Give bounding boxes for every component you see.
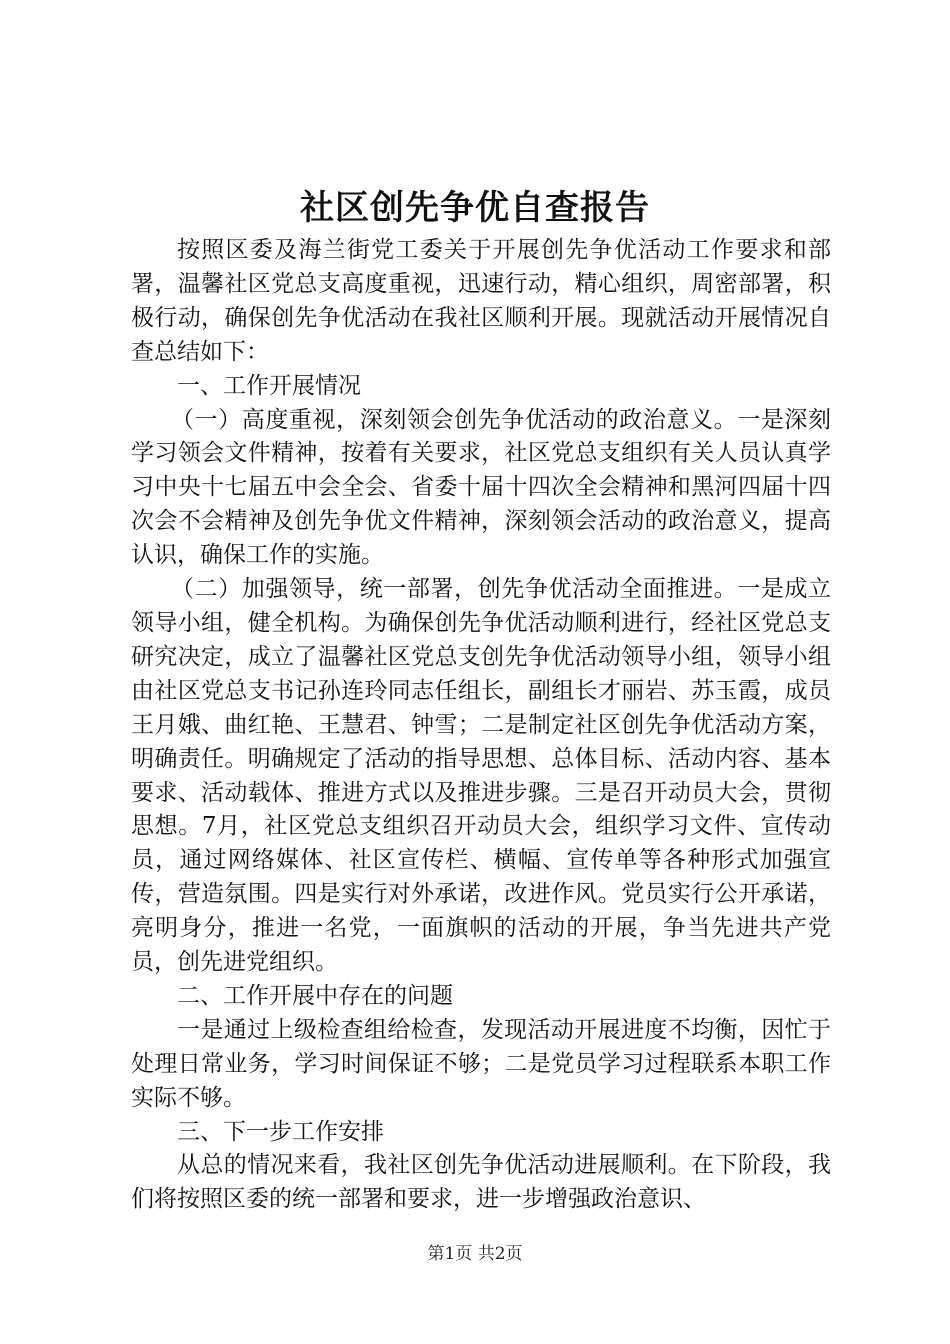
document-body xyxy=(131,234,831,1217)
intro-paragraph: 按照区委及海兰街党工委关于开展创先争优活动工作要求和部署，温馨社区党总支高度重视，迅速行动，精心组织，周密部署，积极行动，确保创先争优活动在我社区顺利开展。现就活动开展情况自查总结如下： xyxy=(131,237,831,365)
section-heading-3: 三、下一步工作安排 xyxy=(177,1118,384,1145)
page-number-footer: 第1页 共2页 xyxy=(427,1244,523,1264)
document-title: 社区创先争优自查报告 xyxy=(300,188,650,228)
section-heading-1: 一、工作开展情况 xyxy=(177,372,361,399)
next-steps-paragraph: 从总的情况来看，我社区创先争优活动进展顺利。在下阶段，我们将按照区委的统一部署和要求，进一步增强政治意识、 xyxy=(131,1152,831,1213)
subsection-paragraph-2: （二）加强领导，统一部署，创先争优活动全面推进。一是成立领导小组，健全机构。为确保创先争优活动顺利进行，经社区党总支研究决定，成立了温馨社区党总支创先争优活动领导小组，领导小组由社区党总支书记孙连玲同志任组长，副组长才丽岩、苏玉霞，成员王月娥、曲红艳、王慧君、钟雪；二是制定社区创先争优活动方案，明确责任。明确规定了活动的指导思想、总体目标、活动内容、基本要求、活动载体、推进方式以及推进步骤。三是召开动员大会，贯彻思想。7月，社区党总支组织召开动员大会，组织学习文件、宣传动员，通过网络媒体、社区宣传栏、横幅、宣传单等各种形式加强宣传，营造氛围。四是实行对外承诺，改进作风。党员实行公开承诺，亮明身分，推进一名党，一面旗帜的活动的开展，争当先进共产党员，创先进党组织。 xyxy=(131,576,831,976)
subsection-paragraph-1: （一）高度重视，深刻领会创先争优活动的政治意义。一是深刻学习领会文件精神，按着有关要求，社区党总支组织有关人员认真学习中央十七届五中会全会、省委十届十四次全会精神和黑河四届十四次会不会精神及创先争优文件精神，深刻领会活动的政治意义，提高认识，确保工作的实施。 xyxy=(131,406,831,569)
problems-paragraph: 一是通过上级检查组给检查，发现活动开展进度不均衡，因忙于处理日常业务，学习时间保证不够；二是党员学习过程联系本职工作实际不够。 xyxy=(131,1016,831,1111)
section-heading-2: 二、工作开展中存在的问题 xyxy=(177,982,453,1009)
